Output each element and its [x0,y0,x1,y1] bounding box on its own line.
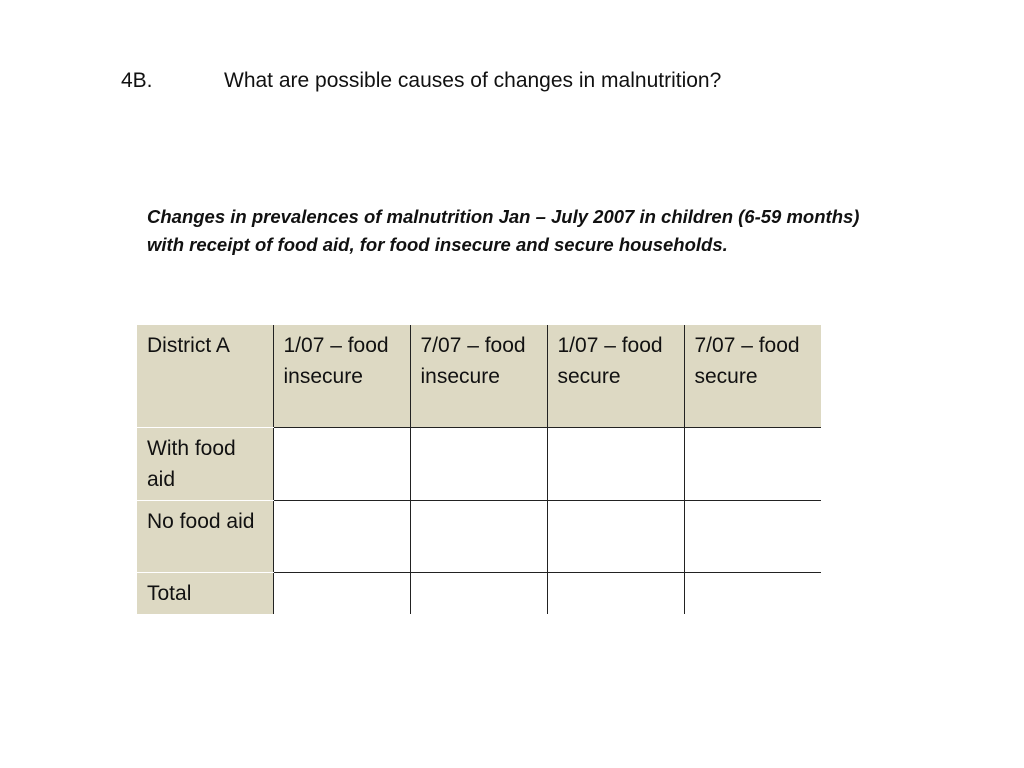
header-cell-jul-insecure: 7/07 – food insecure [410,325,547,427]
malnutrition-table [137,325,821,614]
table-cell [273,427,410,500]
table-row-with-food-aid [137,427,821,500]
table-row-total [137,572,821,614]
header-cell-jan-secure: 1/07 – food secure [547,325,684,427]
table-cell [410,572,547,614]
question-text: What are possible causes of changes in malnutrition? [224,69,722,92]
row-label-no-food-aid: No food aid [137,500,273,572]
table-cell [547,572,684,614]
row-label-with-food-aid: With food aid [137,427,273,500]
table-cell [273,572,410,614]
table-cell [684,500,821,572]
table-cell [684,427,821,500]
table-cell [547,427,684,500]
table-cell [547,500,684,572]
question-heading [121,67,721,95]
table-cell [684,572,821,614]
header-cell-jan-insecure: 1/07 – food insecure [273,325,410,427]
question-number: 4B. [121,69,153,92]
header-cell-district: District A [137,325,273,427]
header-row [137,325,821,427]
table-cell [410,427,547,500]
table-cell [410,500,547,572]
row-label-total: Total [137,572,273,614]
header-cell-jul-secure: 7/07 – food secure [684,325,821,427]
table-caption: Changes in prevalences of malnutrition Jan – July 2007 in children (6-59 months) with receipt of food aid, for food insecure and secure households. [147,206,860,255]
table-cell [273,500,410,572]
table-row-no-food-aid [137,500,821,572]
